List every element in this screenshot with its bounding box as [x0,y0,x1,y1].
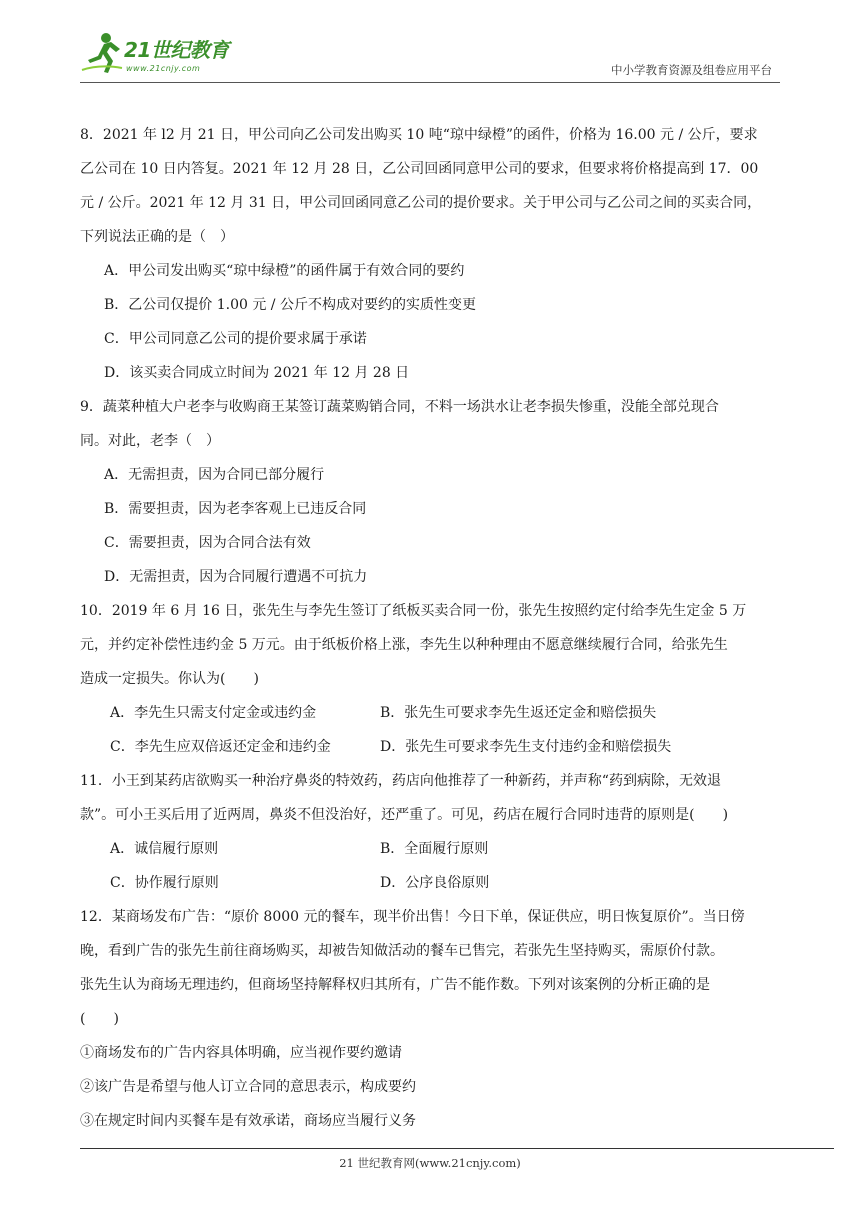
q8-line: 元 / 公斤。2021 年 12 月 31 日，甲公司回函同意乙公司的提价要求。关于甲公司与乙公司之间的买卖合同， [80,195,762,211]
q10-line: 元，并约定补偿性违约金 5 万元。由于纸板价格上涨，李先生以种种理由不愿意继续履行合同，给张先生 [80,637,728,653]
q9-line: 9．蔬菜种植大户老李与收购商王某签订蔬菜购销合同，不料一场洪水让老李损失惨重，没能全部兑现合 [80,399,719,415]
q11-option-b: B．全面履行原则 [380,841,489,857]
q9-option-c: C．需要担责，因为合同合法有效 [104,535,311,551]
q8-option-a: A．甲公司发出购买“琼中绿橙”的函件属于有效合同的要约 [104,263,465,279]
q12-item-2: ②该广告是希望与他人订立合同的意思表示，构成要约 [80,1079,416,1095]
q8-option-c: C．甲公司同意乙公司的提价要求属于承诺 [104,331,367,347]
q11-line: 11．小王到某药店欲购买一种治疗鼻炎的特效药，药店向他推荐了一种新药，并声称“药到病除，无效退 [80,773,721,789]
q8-option-b: B．乙公司仅提价 1.00 元 / 公斤不构成对要约的实质性变更 [104,297,476,313]
q8-line: 乙公司在 10 日内答复。2021 年 12 月 28 日，乙公司回函同意甲公司的要求，但要求将价格提高到 17．00 [80,161,759,177]
q11-option-c: C．协作履行原则 [110,875,219,891]
q10-option-c: C．李先生应双倍返还定金和违约金 [110,739,331,755]
q10-line: 造成一定损失。你认为( ) [80,671,259,687]
q11-option-a: A．诚信履行原则 [110,841,219,857]
q9-option-b: B．需要担责，因为老李客观上已违反合同 [104,501,367,517]
q10-option-a: A．李先生只需支付定金或违约金 [110,705,317,721]
q12-line: 晚，看到广告的张先生前往商场购买，却被告知做活动的餐车已售完，若张先生坚持购买，需原价付款。 [80,943,724,959]
q8-line: 8．2021 年 l2 月 21 日，甲公司向乙公司发出购买 10 吨“琼中绿橙”的函件，价格为 16.00 元 / 公斤，要求 [80,127,758,143]
q9-option-a: A．无需担责，因为合同已部分履行 [104,467,325,483]
question-content [80,118,782,1138]
q8-line: 下列说法正确的是（ ） [80,229,234,245]
q9-line: 同。对此，老李（ ） [80,433,220,449]
q12-item-1: ①商场发布的广告内容具体明确，应当视作要约邀请 [80,1045,402,1061]
q9-option-d: D．无需担责，因为合同履行遭遇不可抗力 [104,569,368,585]
header-divider [80,82,780,83]
footer-text[interactable]: 21 世纪教育网(www.21cnjy.com) [339,1156,521,1170]
page-header [80,30,780,82]
q12-line: 12．某商场发布广告：“原价 8000 元的餐车，现半价出售！今日下单，保证供应，明日恢复原价”。当日傍 [80,909,745,925]
q10-line: 10．2019 年 6 月 16 日，张先生与李先生签订了纸板买卖合同一份，张先生按照约定付给李先生定金 5 万 [80,603,747,619]
q12-line: ( ) [80,1011,119,1027]
runner-logo-icon [80,30,124,74]
q10-options-row-1 [80,696,782,730]
platform-title: 中小学教育资源及组卷应用平台 [611,63,772,77]
logo-url: www.21cnjy.com [126,64,201,73]
q10-options-row-2 [80,730,782,764]
logo-text: 21世纪教育 [124,38,229,62]
q11-options-row-1 [80,832,782,866]
q11-options-row-2 [80,866,782,900]
q12-line: 张先生认为商场无理违约，但商场坚持解释权归其所有，广告不能作数。下列对该案例的分析正确的是 [80,977,710,993]
q11-line: 款”。可小王买后用了近两周，鼻炎不但没治好，还严重了。可见，药店在履行合同时违背的原则是( ) [80,807,729,823]
q11-option-d: D．公序良俗原则 [380,875,490,891]
q12-item-3: ③在规定时间内买餐车是有效承诺，商场应当履行义务 [80,1113,416,1129]
q10-option-d: D．张先生可要求李先生支付违约金和赔偿损失 [380,739,672,755]
site-logo[interactable] [80,30,260,78]
q10-option-b: B．张先生可要求李先生返还定金和赔偿损失 [380,705,657,721]
q8-option-d: D．该买卖合同成立时间为 2021 年 12 月 28 日 [104,365,410,381]
footer-divider [80,1148,834,1149]
